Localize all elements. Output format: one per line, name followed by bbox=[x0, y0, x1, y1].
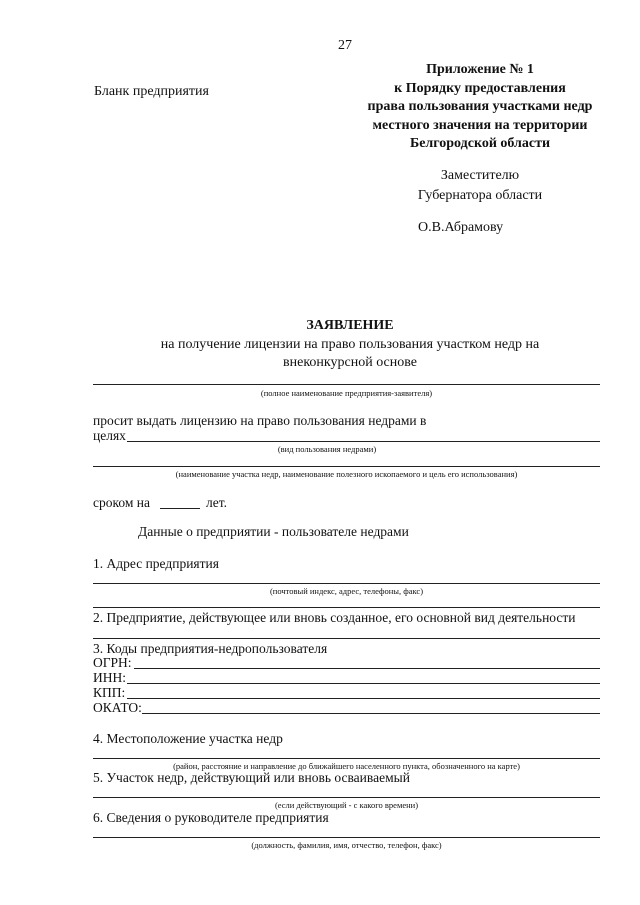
appendix-line: местного значения на территории bbox=[372, 117, 588, 133]
usage-type-hint: (вид пользования недрами) bbox=[277, 444, 377, 454]
since-line bbox=[93, 797, 600, 798]
head-info-line bbox=[93, 837, 600, 838]
address-line-2 bbox=[93, 607, 600, 608]
addressee-line: Заместителю bbox=[440, 168, 520, 183]
activity-line bbox=[93, 638, 600, 639]
location-line bbox=[93, 758, 600, 759]
appendix-line: Белгородской области bbox=[409, 136, 551, 151]
addressee-line: Губернатора области bbox=[417, 188, 543, 203]
applicant-hint: (полное наименование предприятия-заявителя) bbox=[260, 388, 433, 398]
page-number: 27 bbox=[338, 38, 352, 53]
document-title: ЗАЯВЛЕНИЕ bbox=[306, 318, 394, 333]
appendix-line: к Порядку предоставления bbox=[394, 80, 566, 96]
company-blank-label: Бланк предприятия bbox=[94, 84, 209, 99]
appendix-block bbox=[330, 61, 630, 154]
okato-line bbox=[142, 713, 600, 714]
okato-label: ОКАТО: bbox=[93, 700, 142, 715]
section-5-label: 5. Участок недр, действующий или вновь осваиваемый bbox=[93, 770, 410, 785]
address-line bbox=[93, 583, 600, 584]
term-years-line bbox=[160, 508, 200, 509]
since-hint: (если действующий - с какого времени) bbox=[274, 800, 419, 810]
request-text: просит выдать лицензию на право пользования недрами в bbox=[93, 413, 427, 428]
data-heading: Данные о предприятии - пользователе недрами bbox=[138, 524, 409, 539]
document-subtitle bbox=[0, 336, 640, 372]
addressee-block bbox=[380, 166, 580, 206]
ogrn-line bbox=[134, 668, 600, 669]
section-1-label: 1. Адрес предприятия bbox=[93, 556, 219, 571]
term-suffix: лет. bbox=[206, 495, 227, 510]
site-line bbox=[93, 466, 600, 467]
addressee-name: О.В.Абрамову bbox=[418, 220, 504, 235]
head-info-hint: (должность, фамилия, имя, отчество, телефон, факс) bbox=[251, 840, 442, 850]
usage-type-line bbox=[127, 441, 600, 442]
section-4-label: 4. Местоположение участка недр bbox=[93, 731, 283, 746]
purpose-label: целях bbox=[93, 428, 126, 443]
location-hint: (район, расстояние и направление до ближайшего населенного пункта, обозначенного на карте) bbox=[173, 761, 520, 771]
inn-line bbox=[127, 683, 600, 684]
subtitle-line: внеконкурсной основе bbox=[283, 355, 417, 370]
section-2-label: 2. Предприятие, действующее или вновь созданное, его основной вид деятельности bbox=[93, 610, 576, 625]
ogrn-label: ОГРН: bbox=[93, 655, 132, 670]
inn-label: ИНН: bbox=[93, 670, 126, 685]
appendix-line: Приложение № 1 bbox=[426, 62, 534, 77]
kpp-label: КПП: bbox=[93, 685, 126, 700]
section-3-label: 3. Коды предприятия-недропользователя bbox=[93, 641, 328, 656]
subtitle-line: на получение лицензии на право пользования участком недр на bbox=[160, 337, 540, 352]
appendix-line: права пользования участками недр bbox=[367, 99, 593, 114]
term-prefix: сроком на bbox=[93, 495, 150, 510]
site-hint: (наименование участка недр, наименование полезного ископаемого и цель его использования) bbox=[175, 469, 518, 479]
section-6-label: 6. Сведения о руководителе предприятия bbox=[93, 810, 329, 825]
applicant-name-line bbox=[93, 384, 600, 385]
address-hint: (почтовый индекс, адрес, телефоны, факс) bbox=[269, 586, 424, 596]
kpp-line bbox=[127, 698, 600, 699]
